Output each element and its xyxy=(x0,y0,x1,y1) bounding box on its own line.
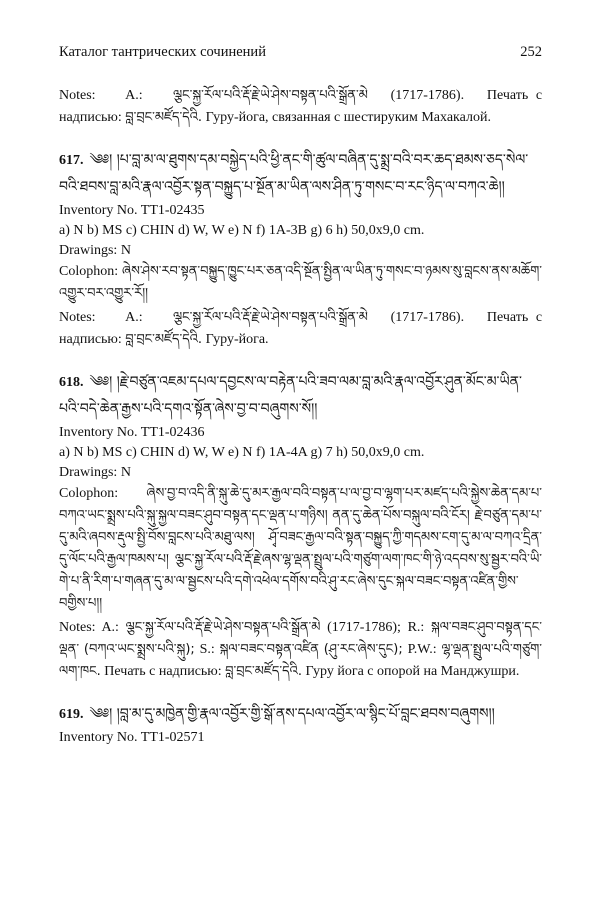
entry-number: 618. xyxy=(59,375,84,390)
notes-print-text: Печать с xyxy=(486,88,543,103)
inventory-number: Inventory No. TT1-02436 xyxy=(59,425,205,440)
colophon-label: Colophon: xyxy=(59,264,119,279)
entry-title xyxy=(59,701,542,728)
notes-dates: (1717-1786); xyxy=(327,620,401,635)
notes-description: Гуру йога с опорой на Манджушри. xyxy=(305,664,520,679)
entry-notes xyxy=(59,307,542,351)
notes-author-tibetan: ལྕང་སྐྱ་རོལ་པའི་རྡོ་རྗེ་ཡེ་ཤེས་བསྟན་པའི་སྒྲོན་མེ xyxy=(172,310,368,325)
running-title: Каталог тантрических сочинений xyxy=(59,44,266,60)
notes-pw-label: P.W.: xyxy=(407,642,437,657)
notes-r-label: R.: xyxy=(407,620,425,635)
notes-print-text: Печать с надписью: xyxy=(104,664,222,679)
entry-title-tibetan: ༄༅། །པ་བླ་མ་ལ་ཐུགས་དམ་བསྐྱེད་པའི་ཕྱི་ནང་གི་ཚུལ་བཞིན་དུ་སྨྲ་བའི་བར་ཆད་ཐམས་ཅད་སེལ་བའི་ཐབས་བླ་མའི་རྣལ་འབྱོར་སྟན་བསྐྱུད་པ་སྔོན་མ་ཡིན་ལས་ཤིན་ཏུ་གསང་བ་རང་ཉིད་ལ་བཀའ་ཆེ།། xyxy=(59,152,529,195)
notes-pw-tibetan: ལྷ་ལྡན་སྤྲུལ་པའི་གཙུག་ལག་ཁང. xyxy=(59,642,542,679)
notes-inscription-tibetan: བླ་བྲང་མཛོད་དེའི. xyxy=(225,664,302,679)
notes-print-with: надписью: xyxy=(59,332,122,347)
notes-dates: (1717-1786). xyxy=(390,88,465,103)
notes-description: Гуру-йога, связанная с шестируким Махакалой. xyxy=(205,110,491,125)
notes-dates: (1717-1786). xyxy=(390,310,465,325)
notes-inscription-tibetan: བླ་བྲང་མཛོད་དེའི. xyxy=(125,332,203,347)
notes-r-tibetan: སྐལ་བཟང་ཤུབ་བསྟན་དང་ལྡན་ xyxy=(59,620,542,657)
colophon xyxy=(59,483,542,615)
entry-title xyxy=(59,369,542,423)
notes-inscription-tibetan: བླ་བྲང་མཛོད་དེའི. xyxy=(125,110,203,125)
notes-r2-tibetan: (བཀའ་ཡང་སྨྲས་པའི་སྐུ); xyxy=(83,642,195,657)
physical-specs: a) N b) MS c) CHIN d) W, W e) N f) 1A-4A g) 7 h) 50,0x9,0 cm. xyxy=(59,445,425,460)
drawings-line: Drawings: N xyxy=(59,465,131,480)
notes-s2-tibetan: (ཤུ་རང་ཞེས་དུང); xyxy=(323,642,403,657)
colophon-label: Colophon: xyxy=(59,486,119,501)
notes-a-label: A.: xyxy=(125,310,143,325)
entry-title xyxy=(59,147,542,201)
drawings-line: Drawings: N xyxy=(59,243,131,258)
colophon-tibetan: ཞེས་ཤེས་རབ་སྟན་བསྐྱུད་ཁྱུང་པར་ཅན་འདི་སྔོན་སྤྱིན་ལ་ཡིན་ཏུ་གསང་བ་ཉམས་སུ་བླངས་ནས་མཆོག་འགྱུར་བར་འགྱུར་རོ།། xyxy=(59,264,542,301)
notes-s-label: S.: xyxy=(199,642,215,657)
notes-description: Гуру-йога. xyxy=(205,332,269,347)
page-number: 252 xyxy=(520,44,542,60)
notes-author-tibetan: ལྕང་སྐྱ་རོལ་པའི་རྡོ་རྗེ་ཡེ་ཤེས་བསྟན་པའི་སྒྲོན་མེ xyxy=(172,88,368,103)
notes-label: Notes: xyxy=(59,88,96,103)
entry-title-tibetan: ༄༅། །རྗེ་བཙུན་འཇམ་དཔལ་དབྱངས་ལ་བརྟེན་པའི་ཟབ་ལམ་བླ་མའི་རྣལ་འབྱོར་ཤུན་མོང་མ་ཡིན་པའི་བདེ་ཆེན་རྒྱས་པའི་དགའ་སྟོན་ཞེས་བྱ་བ་བཞུགས་སོ།། xyxy=(59,374,522,417)
entry-title-tibetan: ༄༅། །བླ་མ་དུ་མཁྱེན་གྱི་རྣལ་འབྱོར་གྱི་སྒོ་ནས་དཔལ་འབྱོར་ལ་སྙིང་པོ་བླང་ཐབས་བཞུགས།། xyxy=(89,706,495,722)
colophon-tibetan: ཞེས་བྱ་བ་འདི་ནི་སྐུ་ཆེ་དུ་མར་རྒྱལ་བའི་བསྟན་པ་ལ་བྱ་བ་ལྷག་པར་མཛད་པའི་སྐྱེས་ཆེན་དམ་པ་བཀའ་ཡང་སྨྲས་པའི་སྐུ་སྐྱལ་བཟང་ཤུབ་བསྟན་དང་ལྡན་པ་གཉིས། ནན་དུ་ཆེན་པོས་བསྐུལ་བའི་ངོར། རྗེ་བཙུན་དམ་པ་དུ་མའི་ཞབས་རྡུལ་སྤྱི་བོས་བླངས་པའི་མཐུ་ལས། ཤྭོ་བཟང་རྒྱལ་བའི་སྟན་བསྐྱུད་ཀྱི་གདམས་ངག་དུ་མ་ལ་བཀའ་དྲིན་དུ་ལོང་པའི་རྒྱལ་ཁམས་པ། ལྕང་སྐྱ་རོལ་པའི་རྡོ་རྗེ་ཞས་ལྷ་ལྡན་སྤྲུལ་པའི་གཙུག་ལག་ཁང་གི་ཉེ་འདབས་སུ་སྦྱར་བའི་ཡི་གེ་པ་ནི་རིག་པ་གཞན་དུ་མ་ལ་སྦྱངས་པའི་དགེ་འཕེལ་དགོས་བའི་ཤུ་རང་ཞེས་དུང་སྐལ་བཟང་བསྟན་འཛིན་གྱིས་བགྱིས་པ།། xyxy=(59,486,542,611)
colophon xyxy=(59,261,542,305)
running-head xyxy=(59,0,542,61)
entry-notes xyxy=(59,617,542,683)
notes-label: Notes: xyxy=(59,620,96,635)
continued-notes xyxy=(59,85,542,129)
notes-a-label: A.: xyxy=(125,88,143,103)
catalog-entry-618 xyxy=(59,369,542,683)
entry-number: 617. xyxy=(59,153,84,168)
notes-print-with: надписью: xyxy=(59,110,122,125)
inventory-number: Inventory No. TT1-02571 xyxy=(59,730,205,745)
catalog-entry-619 xyxy=(59,701,542,748)
catalog-entry-617 xyxy=(59,147,542,351)
notes-label: Notes: xyxy=(59,310,96,325)
notes-a-label: A.: xyxy=(101,620,119,635)
entry-number: 619. xyxy=(59,707,84,722)
notes-author-tibetan: ལྕང་སྐྱ་རོལ་པའི་རྡོ་རྗེ་ཡེ་ཤེས་བསྟན་པའི་སྒྲོན་མེ xyxy=(125,620,321,635)
notes-s-tibetan: སྐལ་བཟང་བསྟན་འཛིན xyxy=(219,642,319,657)
notes-print-text: Печать с xyxy=(486,310,543,325)
inventory-number: Inventory No. TT1-02435 xyxy=(59,203,205,218)
physical-specs: a) N b) MS c) CHIN d) W, W e) N f) 1A-3B g) 6 h) 50,0x9,0 cm. xyxy=(59,223,425,238)
